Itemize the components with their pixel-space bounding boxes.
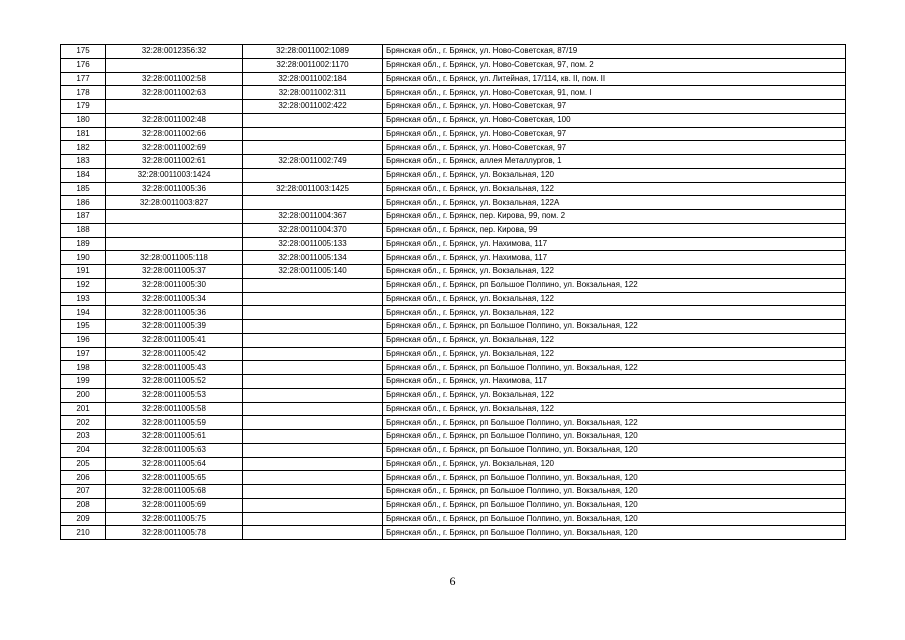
cadastral-number-cell: 32:28:0011002:48 — [106, 113, 243, 127]
table-row — [61, 388, 846, 402]
table-row — [61, 526, 846, 540]
table-row — [61, 402, 846, 416]
table-row — [61, 127, 846, 141]
row-number-cell: 182 — [61, 141, 106, 155]
row-number-cell: 175 — [61, 45, 106, 59]
address-cell: Брянская обл., г. Брянск, пер. Кирова, 99, пом. 2 — [383, 210, 846, 224]
object-cadastral-number-cell — [243, 512, 383, 526]
row-number-cell: 202 — [61, 416, 106, 430]
row-number-cell: 190 — [61, 251, 106, 265]
table-row — [61, 155, 846, 169]
address-cell: Брянская обл., г. Брянск, рп Большое Полпино, ул. Вокзальная, 122 — [383, 361, 846, 375]
address-cell: Брянская обл., г. Брянск, ул. Ново-Советская, 97 — [383, 141, 846, 155]
table-row — [61, 45, 846, 59]
cadastral-number-cell: 32:28:0011005:42 — [106, 347, 243, 361]
cadastral-number-cell: 32:28:0011002:58 — [106, 72, 243, 86]
row-number-cell: 181 — [61, 127, 106, 141]
row-number-cell: 177 — [61, 72, 106, 86]
cadastral-number-cell: 32:28:0011005:36 — [106, 306, 243, 320]
address-cell: Брянская обл., г. Брянск, рп Большое Полпино, ул. Вокзальная, 120 — [383, 443, 846, 457]
address-cell: Брянская обл., г. Брянск, рп Большое Полпино, ул. Вокзальная, 120 — [383, 471, 846, 485]
cadastral-number-cell: 32:28:0011002:63 — [106, 86, 243, 100]
table-row — [61, 196, 846, 210]
cadastral-number-cell: 32:28:0011005:69 — [106, 498, 243, 512]
cadastral-table — [60, 44, 846, 540]
cadastral-number-cell: 32:28:0011005:61 — [106, 430, 243, 444]
cadastral-number-cell: 32:28:0011005:59 — [106, 416, 243, 430]
cadastral-number-cell — [106, 58, 243, 72]
object-cadastral-number-cell: 32:28:0011004:367 — [243, 210, 383, 224]
table-row — [61, 265, 846, 279]
object-cadastral-number-cell: 32:28:0011005:134 — [243, 251, 383, 265]
object-cadastral-number-cell — [243, 113, 383, 127]
row-number-cell: 192 — [61, 278, 106, 292]
row-number-cell: 186 — [61, 196, 106, 210]
object-cadastral-number-cell — [243, 306, 383, 320]
table-row — [61, 100, 846, 114]
row-number-cell: 210 — [61, 526, 106, 540]
table-row — [61, 251, 846, 265]
object-cadastral-number-cell — [243, 196, 383, 210]
cadastral-number-cell: 32:28:0011005:36 — [106, 182, 243, 196]
object-cadastral-number-cell: 32:28:0011002:422 — [243, 100, 383, 114]
object-cadastral-number-cell — [243, 457, 383, 471]
table-row — [61, 498, 846, 512]
cadastral-number-cell: 32:28:0011005:39 — [106, 320, 243, 334]
row-number-cell: 185 — [61, 182, 106, 196]
address-cell: Брянская обл., г. Брянск, рп Большое Полпино, ул. Вокзальная, 120 — [383, 526, 846, 540]
address-cell: Брянская обл., г. Брянск, ул. Вокзальная, 122 — [383, 265, 846, 279]
object-cadastral-number-cell — [243, 402, 383, 416]
object-cadastral-number-cell: 32:28:0011003:1425 — [243, 182, 383, 196]
row-number-cell: 178 — [61, 86, 106, 100]
row-number-cell: 195 — [61, 320, 106, 334]
address-cell: Брянская обл., г. Брянск, ул. Нахимова, 117 — [383, 375, 846, 389]
table-row — [61, 333, 846, 347]
cadastral-number-cell: 32:28:0011005:52 — [106, 375, 243, 389]
row-number-cell: 206 — [61, 471, 106, 485]
table-row — [61, 320, 846, 334]
table-row — [61, 113, 846, 127]
table-row — [61, 292, 846, 306]
row-number-cell: 176 — [61, 58, 106, 72]
table-row — [61, 375, 846, 389]
address-cell: Брянская обл., г. Брянск, ул. Ново-Советская, 91, пом. I — [383, 86, 846, 100]
table-row — [61, 182, 846, 196]
row-number-cell: 199 — [61, 375, 106, 389]
address-cell: Брянская обл., г. Брянск, рп Большое Полпино, ул. Вокзальная, 120 — [383, 430, 846, 444]
row-number-cell: 200 — [61, 388, 106, 402]
cadastral-number-cell: 32:28:0011005:30 — [106, 278, 243, 292]
table-row — [61, 347, 846, 361]
address-cell: Брянская обл., г. Брянск, рп Большое Полпино, ул. Вокзальная, 122 — [383, 416, 846, 430]
table-row — [61, 416, 846, 430]
row-number-cell: 196 — [61, 333, 106, 347]
object-cadastral-number-cell: 32:28:0011002:1089 — [243, 45, 383, 59]
table-row — [61, 237, 846, 251]
object-cadastral-number-cell — [243, 333, 383, 347]
address-cell: Брянская обл., г. Брянск, ул. Литейная, 17/114, кв. II, пом. II — [383, 72, 846, 86]
row-number-cell: 203 — [61, 430, 106, 444]
address-cell: Брянская обл., г. Брянск, рп Большое Полпино, ул. Вокзальная, 120 — [383, 498, 846, 512]
row-number-cell: 204 — [61, 443, 106, 457]
address-cell: Брянская обл., г. Брянск, ул. Вокзальная, 122 — [383, 388, 846, 402]
cadastral-number-cell: 32:28:0011002:66 — [106, 127, 243, 141]
row-number-cell: 184 — [61, 168, 106, 182]
table-row — [61, 443, 846, 457]
row-number-cell: 208 — [61, 498, 106, 512]
table-row — [61, 430, 846, 444]
address-cell: Брянская обл., г. Брянск, рп Большое Полпино, ул. Вокзальная, 122 — [383, 320, 846, 334]
address-cell: Брянская обл., г. Брянск, аллея Металлургов, 1 — [383, 155, 846, 169]
address-cell: Брянская обл., г. Брянск, ул. Вокзальная, 120 — [383, 457, 846, 471]
cadastral-number-cell: 32:28:0011005:65 — [106, 471, 243, 485]
table-row — [61, 485, 846, 499]
cadastral-number-cell: 32:28:0011005:58 — [106, 402, 243, 416]
object-cadastral-number-cell — [243, 278, 383, 292]
cadastral-number-cell: 32:28:0011005:75 — [106, 512, 243, 526]
object-cadastral-number-cell — [243, 443, 383, 457]
row-number-cell: 191 — [61, 265, 106, 279]
row-number-cell: 209 — [61, 512, 106, 526]
cadastral-number-cell: 32:28:0011002:61 — [106, 155, 243, 169]
address-cell: Брянская обл., г. Брянск, ул. Ново-Советская, 97 — [383, 100, 846, 114]
row-number-cell: 201 — [61, 402, 106, 416]
object-cadastral-number-cell — [243, 292, 383, 306]
cadastral-number-cell: 32:28:0011005:64 — [106, 457, 243, 471]
cadastral-number-cell: 32:28:0011005:53 — [106, 388, 243, 402]
cadastral-number-cell — [106, 223, 243, 237]
cadastral-number-cell: 32:28:0011005:37 — [106, 265, 243, 279]
object-cadastral-number-cell — [243, 320, 383, 334]
table-row — [61, 210, 846, 224]
table-row — [61, 168, 846, 182]
address-cell: Брянская обл., г. Брянск, ул. Ново-Советская, 87/19 — [383, 45, 846, 59]
table-row — [61, 223, 846, 237]
row-number-cell: 197 — [61, 347, 106, 361]
cadastral-number-cell: 32:28:0011005:41 — [106, 333, 243, 347]
cadastral-number-cell: 32:28:0011005:118 — [106, 251, 243, 265]
table-row — [61, 457, 846, 471]
cadastral-number-cell: 32:28:0011005:68 — [106, 485, 243, 499]
cadastral-table-body — [61, 45, 846, 540]
row-number-cell: 205 — [61, 457, 106, 471]
row-number-cell: 179 — [61, 100, 106, 114]
row-number-cell: 183 — [61, 155, 106, 169]
table-row — [61, 86, 846, 100]
address-cell: Брянская обл., г. Брянск, ул. Вокзальная, 122 — [383, 333, 846, 347]
page-number: 6 — [449, 574, 456, 588]
object-cadastral-number-cell — [243, 430, 383, 444]
object-cadastral-number-cell — [243, 347, 383, 361]
address-cell: Брянская обл., г. Брянск, рп Большое Полпино, ул. Вокзальная, 120 — [383, 485, 846, 499]
address-cell: Брянская обл., г. Брянск, пер. Кирова, 99 — [383, 223, 846, 237]
object-cadastral-number-cell: 32:28:0011004:370 — [243, 223, 383, 237]
row-number-cell: 193 — [61, 292, 106, 306]
row-number-cell: 187 — [61, 210, 106, 224]
object-cadastral-number-cell — [243, 127, 383, 141]
cadastral-number-cell: 32:28:0012356:32 — [106, 45, 243, 59]
row-number-cell: 180 — [61, 113, 106, 127]
address-cell: Брянская обл., г. Брянск, ул. Нахимова, 117 — [383, 251, 846, 265]
address-cell: Брянская обл., г. Брянск, ул. Вокзальная, 122 — [383, 306, 846, 320]
row-number-cell: 188 — [61, 223, 106, 237]
row-number-cell: 198 — [61, 361, 106, 375]
address-cell: Брянская обл., г. Брянск, ул. Вокзальная, 122 — [383, 347, 846, 361]
object-cadastral-number-cell — [243, 375, 383, 389]
row-number-cell: 189 — [61, 237, 106, 251]
address-cell: Брянская обл., г. Брянск, ул. Ново-Советская, 97, пом. 2 — [383, 58, 846, 72]
cadastral-number-cell: 32:28:0011003:827 — [106, 196, 243, 210]
table-row — [61, 141, 846, 155]
object-cadastral-number-cell — [243, 416, 383, 430]
table-row — [61, 278, 846, 292]
cadastral-number-cell — [106, 100, 243, 114]
object-cadastral-number-cell: 32:28:0011002:749 — [243, 155, 383, 169]
address-cell: Брянская обл., г. Брянск, ул. Вокзальная, 122 — [383, 402, 846, 416]
object-cadastral-number-cell — [243, 498, 383, 512]
cadastral-number-cell — [106, 237, 243, 251]
object-cadastral-number-cell — [243, 141, 383, 155]
cadastral-number-cell: 32:28:0011002:69 — [106, 141, 243, 155]
row-number-cell: 207 — [61, 485, 106, 499]
object-cadastral-number-cell: 32:28:0011002:311 — [243, 86, 383, 100]
address-cell: Брянская обл., г. Брянск, ул. Вокзальная, 122 — [383, 182, 846, 196]
cadastral-number-cell — [106, 210, 243, 224]
address-cell: Брянская обл., г. Брянск, ул. Вокзальная, 120 — [383, 168, 846, 182]
object-cadastral-number-cell — [243, 168, 383, 182]
table-row — [61, 471, 846, 485]
address-cell: Брянская обл., г. Брянск, ул. Вокзальная, 122 — [383, 292, 846, 306]
table-row — [61, 361, 846, 375]
address-cell: Брянская обл., г. Брянск, ул. Нахимова, 117 — [383, 237, 846, 251]
address-cell: Брянская обл., г. Брянск, рп Большое Полпино, ул. Вокзальная, 122 — [383, 278, 846, 292]
address-cell: Брянская обл., г. Брянск, ул. Ново-Советская, 97 — [383, 127, 846, 141]
cadastral-number-cell: 32:28:0011005:34 — [106, 292, 243, 306]
table-row — [61, 512, 846, 526]
row-number-cell: 194 — [61, 306, 106, 320]
table-row — [61, 306, 846, 320]
address-cell: Брянская обл., г. Брянск, рп Большое Полпино, ул. Вокзальная, 120 — [383, 512, 846, 526]
address-cell: Брянская обл., г. Брянск, ул. Вокзальная, 122А — [383, 196, 846, 210]
object-cadastral-number-cell: 32:28:0011002:184 — [243, 72, 383, 86]
object-cadastral-number-cell — [243, 361, 383, 375]
object-cadastral-number-cell: 32:28:0011002:1170 — [243, 58, 383, 72]
object-cadastral-number-cell — [243, 388, 383, 402]
cadastral-number-cell: 32:28:0011005:43 — [106, 361, 243, 375]
cadastral-number-cell: 32:28:0011003:1424 — [106, 168, 243, 182]
table-row — [61, 72, 846, 86]
object-cadastral-number-cell: 32:28:0011005:133 — [243, 237, 383, 251]
object-cadastral-number-cell — [243, 471, 383, 485]
object-cadastral-number-cell: 32:28:0011005:140 — [243, 265, 383, 279]
object-cadastral-number-cell — [243, 526, 383, 540]
table-row — [61, 58, 846, 72]
address-cell: Брянская обл., г. Брянск, ул. Ново-Советская, 100 — [383, 113, 846, 127]
cadastral-number-cell: 32:28:0011005:78 — [106, 526, 243, 540]
cadastral-number-cell: 32:28:0011005:63 — [106, 443, 243, 457]
object-cadastral-number-cell — [243, 485, 383, 499]
